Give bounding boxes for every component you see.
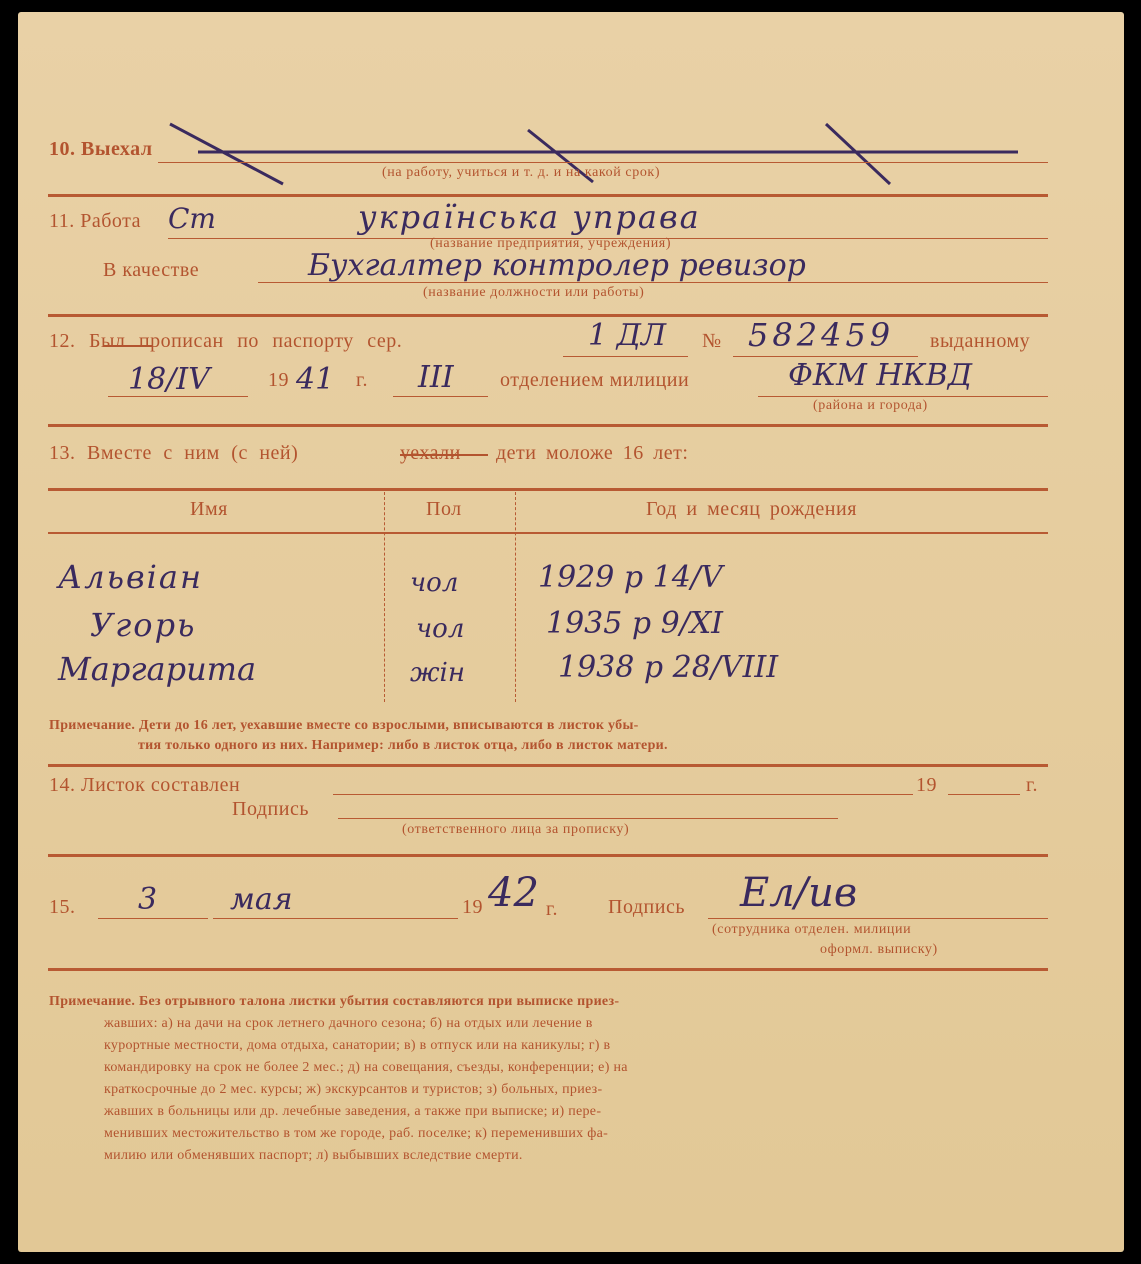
table-header-rule <box>48 532 1048 534</box>
s11-role-caption: (название должности или работы) <box>423 285 645 300</box>
child-name: Маргарита <box>58 650 257 688</box>
s10-caption: (на работу, учиться и т. д. и на какой срок) <box>382 165 661 180</box>
s12-number: 582459 <box>748 316 895 354</box>
child-sex: чол <box>410 568 459 598</box>
s13-note-a: Примечание. Дети до 16 лет, уехавшие вместе со взрослыми, вписываются в листок убы- <box>49 718 639 733</box>
col-header-sex: Пол <box>426 498 462 520</box>
departure-form-page <box>18 12 1124 1252</box>
divider-10 <box>48 194 1048 197</box>
s12-year: 41 <box>296 362 335 397</box>
s15-label: 15. <box>49 896 76 918</box>
s11-role-value: Бухгалтер контролер ревизор <box>308 248 806 283</box>
s12-dept-line <box>393 396 488 397</box>
child-birth: 1935 р 9/XI <box>546 606 724 641</box>
table-col-divider-2 <box>515 492 516 702</box>
footer-line: менивших местожительство в том же городе, раб. поселке; к) переменивших фа- <box>104 1126 609 1141</box>
s12-authority-line <box>758 396 1048 397</box>
s15-caption-b: оформл. выписку) <box>820 942 938 957</box>
s15-signature: Ел/ив <box>740 870 858 916</box>
s12-year-prefix: 19 <box>268 369 289 391</box>
divider-13 <box>48 764 1048 767</box>
s12-text: 12. Был прописан по паспорту сер. <box>49 330 403 352</box>
footer-line: краткосрочные до 2 мес. курсы; ж) экскурсантов и туристов; з) больных, приез- <box>104 1082 603 1097</box>
s15-caption-a: (сотрудника отделен. милиции <box>712 922 912 937</box>
child-name: Альвіан <box>58 558 204 596</box>
s12-dept-label: отделением милиции <box>500 369 690 391</box>
footer-line: Примечание. Без отрывного талона листки убытия составляются при выписке приез- <box>49 994 620 1009</box>
s14-year-line <box>948 794 1020 795</box>
child-name: Угорь <box>90 606 197 644</box>
s12-no-label: № <box>702 330 722 352</box>
s12-dept: III <box>418 360 454 395</box>
s11-work-caption: (название предприятия, учреждения) <box>430 236 672 251</box>
s12-series: 1 ДЛ <box>588 318 667 353</box>
s12-date-line <box>108 396 248 397</box>
s10-label: 10. Выехал <box>49 138 153 160</box>
s15-day: 3 <box>138 882 158 917</box>
s15-year-suffix: г. <box>546 898 558 920</box>
s15-day-line <box>98 918 208 919</box>
s14-label: 14. Листок составлен <box>49 774 241 796</box>
col-header-birth: Год и месяц рождения <box>646 498 857 520</box>
s12-series-line <box>563 356 688 357</box>
s12-number-line <box>733 356 918 357</box>
s11-work-value: українська управа <box>358 198 701 236</box>
footer-line: жавших: а) на дачи на срок летнего дачного сезона; б) на отдых или лечение в <box>104 1016 593 1031</box>
s15-sign-line <box>708 918 1048 919</box>
s11-work-prefix: Ст <box>168 202 216 235</box>
s11-role-line <box>258 282 1048 283</box>
child-birth: 1929 р 14/V <box>538 560 723 595</box>
footer-line: милию или обменявших паспорт; л) выбывших вследствие смерти. <box>104 1148 523 1163</box>
s15-month-line <box>213 918 458 919</box>
divider-12 <box>48 424 1048 427</box>
footer-line: курортные местности, дома отдыха, санатории; в) в отпуск или на каникулы; г) в <box>104 1038 611 1053</box>
divider-15 <box>48 968 1048 971</box>
child-birth: 1938 р 28/VIII <box>558 650 779 685</box>
footer-line: командировку на срок не более 2 мес.; д) на совещания, съезды, конференции; е) на <box>104 1060 628 1075</box>
child-sex: чол <box>416 614 465 644</box>
table-top-rule <box>48 488 1048 491</box>
s14-date-line <box>333 794 913 795</box>
table-col-divider-1 <box>384 492 385 702</box>
s14-year-suffix: г. <box>1026 774 1038 796</box>
divider-14 <box>48 854 1048 857</box>
s15-month: мая <box>230 882 293 917</box>
s15-year: 42 <box>488 870 539 916</box>
s11-work-label: 11. Работа <box>49 210 142 232</box>
s14-sign-label: Подпись <box>232 798 309 820</box>
s13-text-b: дети моложе 16 лет: <box>496 442 689 464</box>
s13-note-b: тия только одного из них. Например: либо в листок отца, либо в листок матери. <box>138 738 668 753</box>
s12-caption: (района и города) <box>813 398 928 413</box>
s14-year-prefix: 19 <box>916 774 937 796</box>
s12-year-suffix: г. <box>356 369 368 391</box>
child-sex: жін <box>410 658 465 688</box>
s10-fill-line <box>158 162 1048 163</box>
s12-authority: ФКМ НКВД <box>788 358 973 393</box>
s13-struck: уехали <box>400 442 461 464</box>
s12-issued-label: выданному <box>930 330 1031 352</box>
s12-date: 18/IV <box>128 362 210 397</box>
s11-role-label: В качестве <box>103 259 200 281</box>
s14-caption: (ответственного лица за прописку) <box>402 822 630 837</box>
s13-text-a: 13. Вместе с ним (с ней) <box>49 442 299 464</box>
s14-sign-line <box>338 818 838 819</box>
s15-year-prefix: 19 <box>462 896 483 918</box>
footer-line: жавших в больницы или др. лечебные заведения, а также при выписке; и) пере- <box>104 1104 602 1119</box>
divider-11 <box>48 314 1048 317</box>
col-header-name: Имя <box>190 498 228 520</box>
s15-sign-label: Подпись <box>608 896 685 918</box>
